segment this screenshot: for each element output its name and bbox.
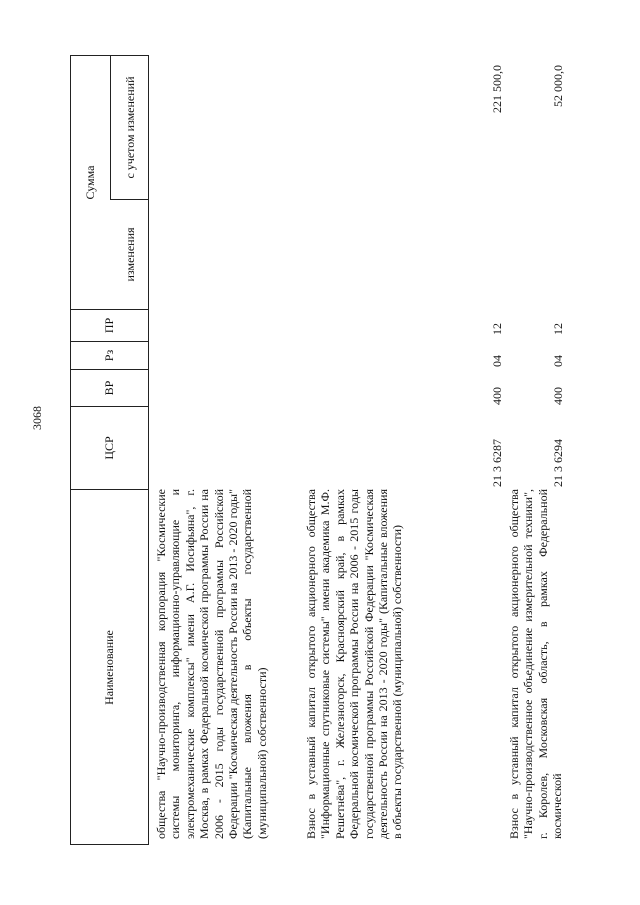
header-csr: ЦСР [102,436,116,460]
header-bottom-border [148,55,149,845]
header-changes: изменения [122,227,137,282]
row-3-rz: 04 [551,355,565,367]
header-pr: ПР [102,317,116,334]
row-3-pr: 12 [551,323,565,335]
header-rz: Рз [102,349,116,362]
header-name: Наименование [102,630,116,705]
row-3-name: Взнос в уставный капитал открытого акционерного общества "Научно-производственное объединение измерительной техники", г. Королев, Московская область, в рамках Федеральной космической [507,489,565,839]
row-2-name: Взнос в уставный капитал открытого акционерного общества "Информационные спутниковые системы" имени академика М.Ф. Решетнёва", г. Железногорск, Красноярский край, в рамках Федеральной космической программы России на 2006 - 2015 годы государственной программы Российской Федерации "Космическая деятельность России на 2013 - 2020 годы" (Капитальные вложения в объекты государственной (муниципальной) собственности) [304,489,405,839]
row-3-csr: 21 3 6294 [551,439,565,487]
row-2-rz: 04 [490,355,504,367]
row-3-total: 52 000,0 [551,65,565,107]
row-3-vr: 400 [551,387,565,405]
header-vr: ВР [102,380,116,396]
row-2-csr: 21 3 6287 [490,439,504,487]
header-sum: Сумма [83,165,97,200]
row-2-total: 221 500,0 [490,65,504,113]
row-1-name: общества "Научно-производственная корпорация "Космические системы мониторинга, информационно-управляющие и электромеханические комплексы" имени А.Г. Иосифьяна", г. Москва, в рамках Федеральной космической программы России на 2006 - 2015 годы государственной программы Российской Федерации "Космическая деятельность России на 2013 - 2020 годы" (Капитальные вложения в объекты государственной (муниципальной) собственности) [154,489,269,839]
header-with-changes: с учетом изменений [122,76,137,179]
row-2-vr: 400 [490,387,504,405]
budget-table [70,55,570,845]
page-number: 3068 [30,406,44,430]
row-2-pr: 12 [490,323,504,335]
